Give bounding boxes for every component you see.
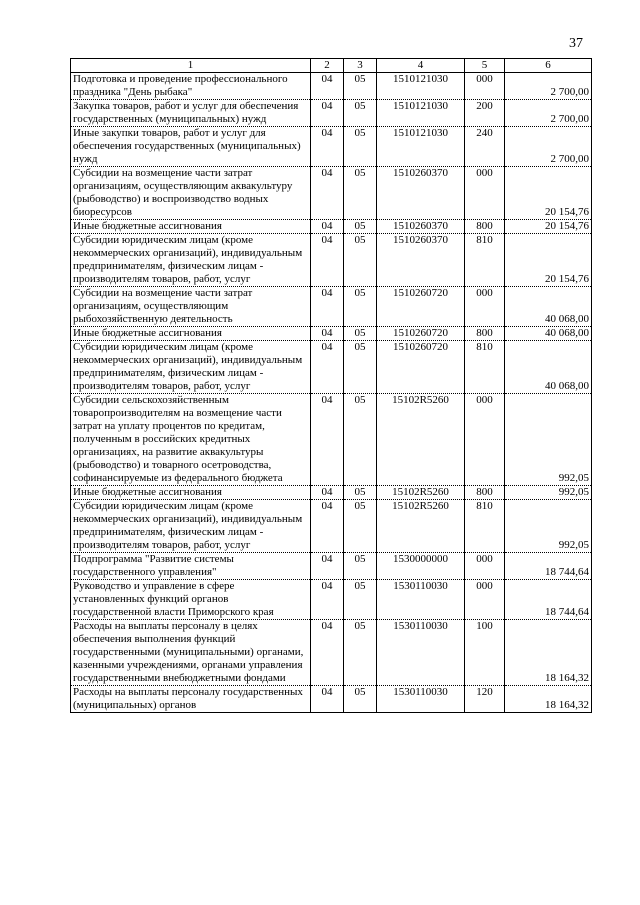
row-code-4-cell: 1510260720: [377, 327, 465, 341]
row-code-5-cell: 000: [465, 73, 505, 100]
table-header-row: [71, 59, 592, 73]
row-amount-cell: 992,05: [505, 486, 592, 500]
row-code-5-cell: 000: [465, 167, 505, 220]
row-name-cell: Иные бюджетные ассигнования: [71, 486, 311, 500]
row-code-2-cell: 04: [311, 580, 344, 620]
row-name-cell: Расходы на выплаты персоналу в целях обеспечения выполнения функций государственными (муниципальными) органами, казенными учреждениями, органами управления государственными внебюджетными фондами: [71, 620, 311, 686]
row-amount-cell: 992,05: [505, 394, 592, 486]
row-code-3-cell: 05: [344, 553, 377, 580]
row-code-4-cell: 15102R5260: [377, 394, 465, 486]
row-code-2-cell: 04: [311, 287, 344, 327]
row-name-cell: Субсидии юридическим лицам (кроме некоммерческих организаций), индивидуальным предпринимателям, физическим лицам - производителям товаров, работ, услуг: [71, 341, 311, 394]
table-row: [71, 553, 592, 580]
column-header-5: 5: [465, 59, 505, 73]
row-code-2-cell: 04: [311, 394, 344, 486]
column-header-3: 3: [344, 59, 377, 73]
row-code-4-cell: 1510121030: [377, 73, 465, 100]
table-row: [71, 327, 592, 341]
row-code-4-cell: 1530110030: [377, 580, 465, 620]
row-amount-cell: 2 700,00: [505, 127, 592, 167]
row-code-2-cell: 04: [311, 73, 344, 100]
row-code-4-cell: 1510260720: [377, 287, 465, 327]
column-header-6: 6: [505, 59, 592, 73]
row-code-2-cell: 04: [311, 553, 344, 580]
row-code-2-cell: 04: [311, 686, 344, 713]
row-code-4-cell: 1510121030: [377, 127, 465, 167]
row-code-2-cell: 04: [311, 327, 344, 341]
table-row: [71, 620, 592, 686]
row-code-5-cell: 200: [465, 100, 505, 127]
row-name-cell: Субсидии на возмещение части затрат организациям, осуществляющим аквакультуру (рыбоводство) и воспроизводство водных биоресурсов: [71, 167, 311, 220]
table-row: [71, 500, 592, 553]
row-name-cell: Иные закупки товаров, работ и услуг для обеспечения государственных (муниципальных) нужд: [71, 127, 311, 167]
row-code-3-cell: 05: [344, 100, 377, 127]
row-name-cell: Иные бюджетные ассигнования: [71, 327, 311, 341]
row-amount-cell: 2 700,00: [505, 100, 592, 127]
row-code-2-cell: 04: [311, 341, 344, 394]
row-code-5-cell: 240: [465, 127, 505, 167]
row-amount-cell: 18 164,32: [505, 620, 592, 686]
row-code-3-cell: 05: [344, 500, 377, 553]
row-code-3-cell: 05: [344, 486, 377, 500]
row-code-4-cell: 1530110030: [377, 686, 465, 713]
table-row: [71, 127, 592, 167]
row-code-5-cell: 000: [465, 553, 505, 580]
row-amount-cell: 18 164,32: [505, 686, 592, 713]
budget-table: [70, 58, 592, 713]
row-name-cell: Субсидии сельскохозяйственным товаропроизводителям на возмещение части затрат на уплату процентов по кредитам, полученным в российских кредитных организациях, на развитие аквакультуры (рыбоводство) и товарного осетроводства, софинансируемые из федерального бюджета: [71, 394, 311, 486]
row-code-2-cell: 04: [311, 100, 344, 127]
row-code-2-cell: 04: [311, 220, 344, 234]
table-row: [71, 486, 592, 500]
row-code-4-cell: 1510260370: [377, 167, 465, 220]
table-row: [71, 341, 592, 394]
row-code-4-cell: 1510260720: [377, 341, 465, 394]
row-code-5-cell: 810: [465, 341, 505, 394]
row-code-5-cell: 810: [465, 234, 505, 287]
table-row: [71, 580, 592, 620]
row-amount-cell: 2 700,00: [505, 73, 592, 100]
row-code-5-cell: 100: [465, 620, 505, 686]
row-name-cell: Подготовка и проведение профессионального праздника "День рыбака": [71, 73, 311, 100]
table-row: [71, 73, 592, 100]
row-code-2-cell: 04: [311, 486, 344, 500]
row-amount-cell: 992,05: [505, 500, 592, 553]
row-name-cell: Закупка товаров, работ и услуг для обеспечения государственных (муниципальных) нужд: [71, 100, 311, 127]
row-code-4-cell: 1510260370: [377, 220, 465, 234]
row-amount-cell: 40 068,00: [505, 287, 592, 327]
row-code-4-cell: 15102R5260: [377, 486, 465, 500]
row-code-4-cell: 1530110030: [377, 620, 465, 686]
row-code-2-cell: 04: [311, 234, 344, 287]
row-code-4-cell: 1510121030: [377, 100, 465, 127]
table-row: [71, 686, 592, 713]
row-code-3-cell: 05: [344, 234, 377, 287]
table-row: [71, 234, 592, 287]
table-row: [71, 220, 592, 234]
table-row: [71, 394, 592, 486]
row-code-3-cell: 05: [344, 580, 377, 620]
row-code-5-cell: 120: [465, 686, 505, 713]
row-code-2-cell: 04: [311, 620, 344, 686]
row-amount-cell: 20 154,76: [505, 220, 592, 234]
column-header-2: 2: [311, 59, 344, 73]
column-header-4: 4: [377, 59, 465, 73]
row-amount-cell: 40 068,00: [505, 341, 592, 394]
row-code-3-cell: 05: [344, 220, 377, 234]
table-row: [71, 167, 592, 220]
row-code-5-cell: 810: [465, 500, 505, 553]
table-row: [71, 100, 592, 127]
table-row: [71, 287, 592, 327]
row-amount-cell: 40 068,00: [505, 327, 592, 341]
page-number: 37: [569, 36, 583, 51]
row-code-2-cell: 04: [311, 127, 344, 167]
row-name-cell: Иные бюджетные ассигнования: [71, 220, 311, 234]
row-code-5-cell: 800: [465, 220, 505, 234]
row-code-5-cell: 800: [465, 486, 505, 500]
row-amount-cell: 18 744,64: [505, 580, 592, 620]
row-code-5-cell: 000: [465, 394, 505, 486]
row-amount-cell: 20 154,76: [505, 167, 592, 220]
row-code-5-cell: 000: [465, 287, 505, 327]
row-code-3-cell: 05: [344, 327, 377, 341]
row-code-3-cell: 05: [344, 620, 377, 686]
row-code-3-cell: 05: [344, 394, 377, 486]
row-code-4-cell: 15102R5260: [377, 500, 465, 553]
row-code-2-cell: 04: [311, 167, 344, 220]
row-code-2-cell: 04: [311, 500, 344, 553]
row-name-cell: Подпрограмма "Развитие системы государственного управления": [71, 553, 311, 580]
row-code-5-cell: 800: [465, 327, 505, 341]
row-code-3-cell: 05: [344, 686, 377, 713]
row-code-5-cell: 000: [465, 580, 505, 620]
row-name-cell: Субсидии юридическим лицам (кроме некоммерческих организаций), индивидуальным предпринимателям, физическим лицам - производителям товаров, работ, услуг: [71, 234, 311, 287]
row-name-cell: Руководство и управление в сфере установленных функций органов государственной власти Приморского края: [71, 580, 311, 620]
row-code-3-cell: 05: [344, 127, 377, 167]
row-code-4-cell: 1510260370: [377, 234, 465, 287]
row-code-4-cell: 1530000000: [377, 553, 465, 580]
row-name-cell: Субсидии на возмещение части затрат организациям, осуществляющим рыбохозяйственную деятельность: [71, 287, 311, 327]
row-code-3-cell: 05: [344, 341, 377, 394]
row-amount-cell: 20 154,76: [505, 234, 592, 287]
column-header-1: 1: [71, 59, 311, 73]
row-name-cell: Субсидии юридическим лицам (кроме некоммерческих организаций), индивидуальным предпринимателям, физическим лицам - производителям товаров, работ, услуг: [71, 500, 311, 553]
row-name-cell: Расходы на выплаты персоналу государственных (муниципальных) органов: [71, 686, 311, 713]
row-amount-cell: 18 744,64: [505, 553, 592, 580]
row-code-3-cell: 05: [344, 167, 377, 220]
row-code-3-cell: 05: [344, 287, 377, 327]
row-code-3-cell: 05: [344, 73, 377, 100]
